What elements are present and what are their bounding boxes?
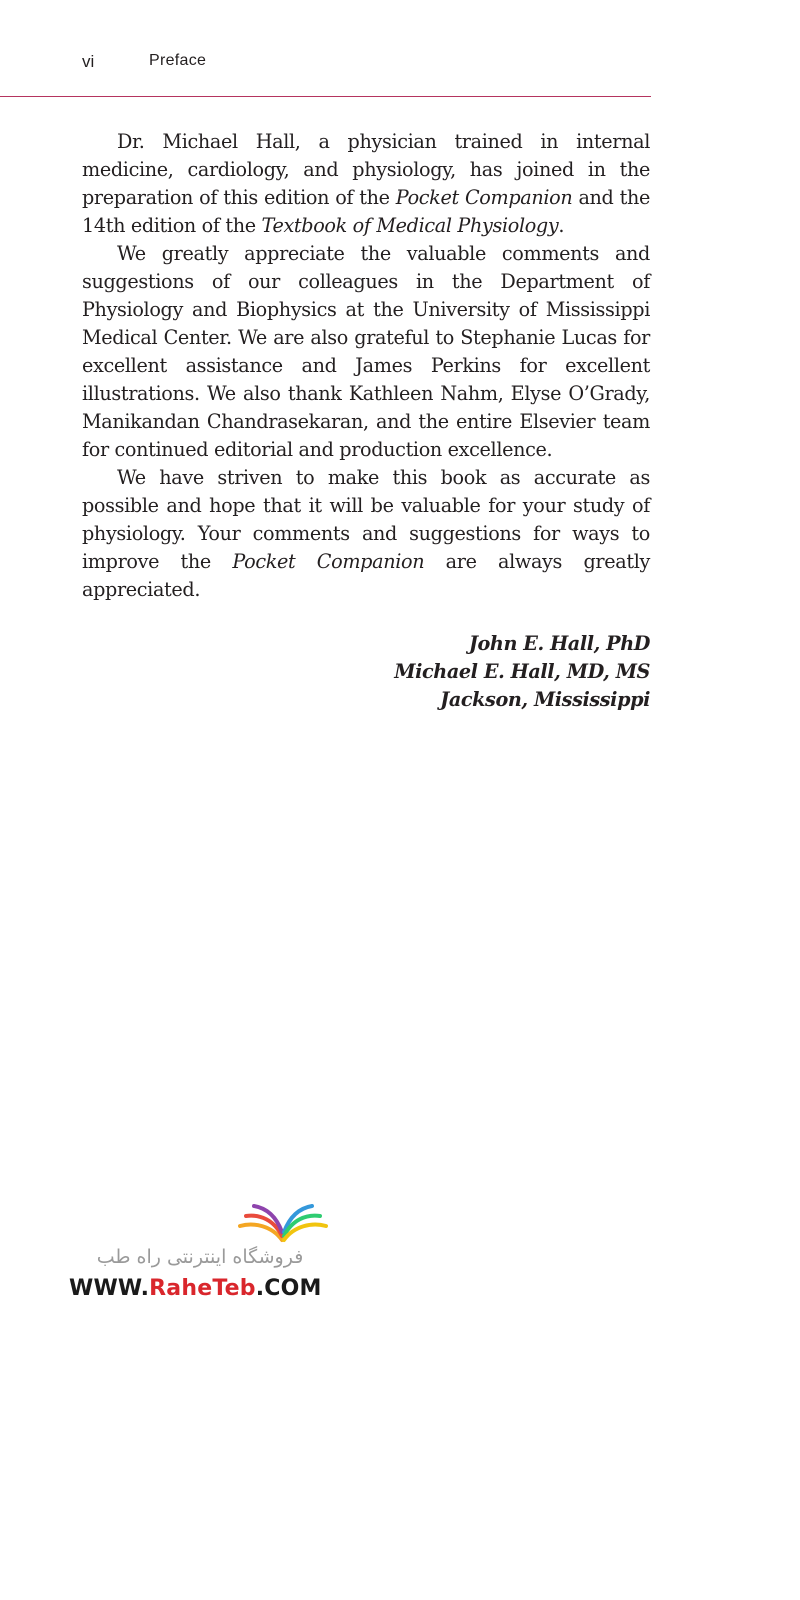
url-suffix: .COM — [255, 1276, 322, 1301]
preface-body — [82, 128, 650, 604]
open-book-icon — [238, 1196, 328, 1244]
text-run: We have striven to make this book as accurate as possible and hope that it will be valuable for your study of physiology. Your comments and suggestions for ways to improve the — [82, 466, 650, 573]
text-run: Dr. Michael Hall, a physician trained in internal medicine, cardiology, and physiology, has joined in the preparation of this edition of the — [82, 130, 650, 209]
author-1: John E. Hall, PhD — [468, 632, 650, 655]
location: Jackson, Mississippi — [440, 688, 650, 711]
text-run: We greatly appreciate the valuable comments and suggestions of our colleagues in the Department of Physiology and Biophysics at the University of Mississippi Medical Center. We are also grateful to Stephanie Lucas for excellent assistance and James Perkins for excellent illustrations. We also thank Kathleen Nahm, Elyse O’Grady, Manikandan Chandrasekaran, and the entire Elsevier team for continued editorial and production excellence. — [82, 242, 650, 461]
author-2: Michael E. Hall, MD, MS — [394, 660, 650, 683]
watermark — [66, 1196, 341, 1306]
url-prefix: WWW. — [69, 1276, 150, 1301]
page-header — [0, 40, 651, 97]
watermark-url — [69, 1276, 322, 1301]
url-brand: RaheTeb — [149, 1276, 256, 1301]
text-run: are always greatly appreciated. — [82, 550, 650, 601]
paragraph-3 — [82, 464, 650, 604]
watermark-persian-text: فروشگاه اینترنتی راه طب — [96, 1246, 304, 1268]
book-title-pocket-companion: Pocket Companion — [395, 186, 573, 209]
running-head: Preface — [149, 52, 207, 69]
text-run: and the 14th edition of the — [82, 186, 650, 237]
page-number: vi — [82, 52, 95, 71]
book-title-textbook: Textbook of Medical Physiology — [261, 214, 559, 237]
paragraph-2 — [82, 240, 650, 464]
book-title-pocket-companion: Pocket Companion — [232, 550, 425, 573]
signature-block — [280, 630, 650, 714]
paragraph-1 — [82, 128, 650, 240]
text-run: . — [558, 214, 565, 237]
